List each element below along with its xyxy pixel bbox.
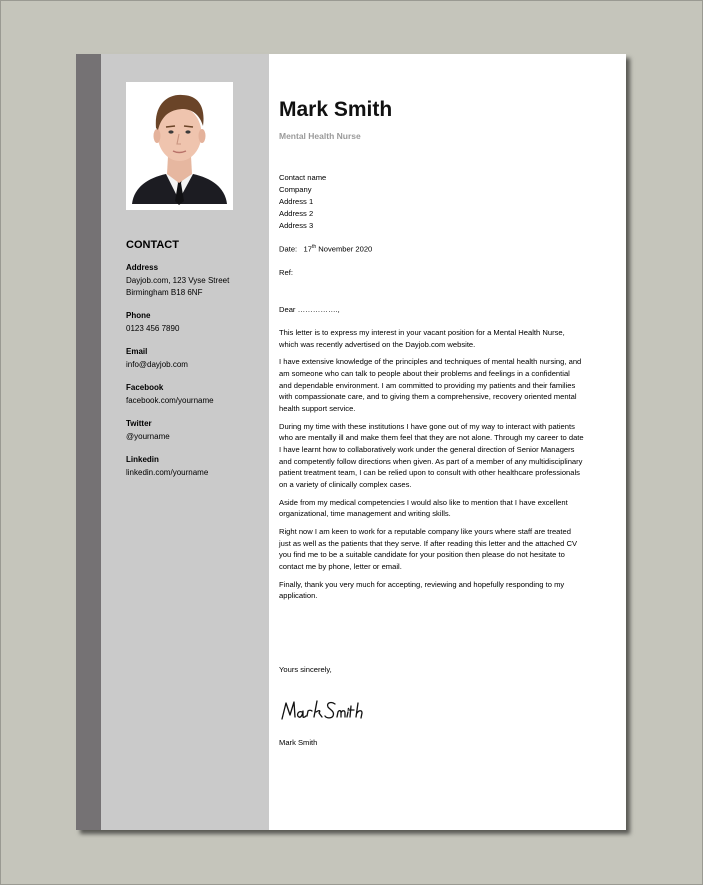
recipient-line: Address 2 [279,209,314,218]
cover-letter-sheet [76,54,626,830]
contact-phone-value: 0123 456 7890 [126,323,180,333]
contact-email-label: Email [126,347,148,356]
recipient-line: Address 3 [279,221,314,230]
contact-address-line2: Birmingham B18 6NF [126,288,203,297]
recipient-line: Address 1 [279,197,314,206]
handwritten-signature [279,695,369,725]
paragraph: Aside from my medical competencies I would also like to mention that I have excellent organizational, time management and writing skills. [279,497,568,519]
ref-label: Ref: [279,268,293,277]
sidebar [101,54,269,830]
contact-address [126,262,286,300]
letter-body [279,54,609,830]
sidebar-accent-stripe [76,54,101,830]
date-rest: November 2020 [318,244,373,254]
applicant-name: Mark Smith [279,98,393,121]
contact-email-value: info@dayjob.com [126,359,188,369]
job-title: Mental Health Nurse [279,131,361,141]
contact-phone-label: Phone [126,311,151,320]
recipient-line: Company [279,185,312,194]
date-label: Date: [279,244,298,254]
recipient-address [279,172,326,232]
letter-paragraphs [279,327,584,608]
contact-twitter-label: Twitter [126,419,152,428]
letter-date [279,244,372,254]
contact-twitter [126,418,286,443]
date-day: 17 [303,244,312,254]
contact-facebook [126,382,286,407]
date-suffix: th [311,244,317,250]
paragraph: This letter is to express my interest in your vacant position for a Mental Health Nurse, which was recently advertised on the Dayjob.com website. [279,328,565,349]
paragraph: I have extensive knowledge of the principles and techniques of mental health nursing, and am someone who can talk to people about their problems and feelings in a confidential and dependable environment. I am committed to providing my patients and their families with compassionate care, and to giving them a comprehensive, recovery oriented mental health support service. [279,357,582,413]
contact-linkedin [126,454,286,479]
contact-linkedin-value: linkedin.com/yourname [126,467,209,477]
paragraph: Finally, thank you very much for accepting, reviewing and hopefully responding to my application. [279,579,565,601]
contact-heading: CONTACT [126,239,179,251]
person-portrait-icon [126,82,233,210]
paragraph: Right now I am keen to work for a reputable company like yours where staff are treated just as well as the patients that they serve. If after reading this letter and the attached CV you find me to be a suitable candidate for your position then please do not hesitate to contact me by phone, letter or email. [279,527,578,571]
contact-address-label: Address [126,263,159,272]
salutation: Dear ……………., [279,305,340,314]
paragraph: During my time with these institutions I have gone out of my way to interact with patients who are mentally ill and make them feel that they are not alone. Through my career to date I have learnt how to collaboratively work under the general direction of Senior Managers and competently follow directions when given. As part of a member of any multidisciplinary patient treatment team, I can be relied upon to consult with other healthcare professionals on a variety of clinically complex cases. [279,421,584,489]
contact-address-line1: Dayjob.com, 123 Vyse Street [126,275,230,285]
contact-email [126,346,286,371]
contact-twitter-value: @yourname [126,431,170,441]
contact-phone [126,310,286,335]
contact-facebook-label: Facebook [126,383,164,392]
closing: Yours sincerely, [279,665,332,674]
recipient-line: Contact name [279,173,327,182]
contact-facebook-value: facebook.com/yourname [126,395,214,405]
contact-linkedin-label: Linkedin [126,455,159,464]
signed-name: Mark Smith [279,738,318,747]
profile-photo [126,82,233,210]
